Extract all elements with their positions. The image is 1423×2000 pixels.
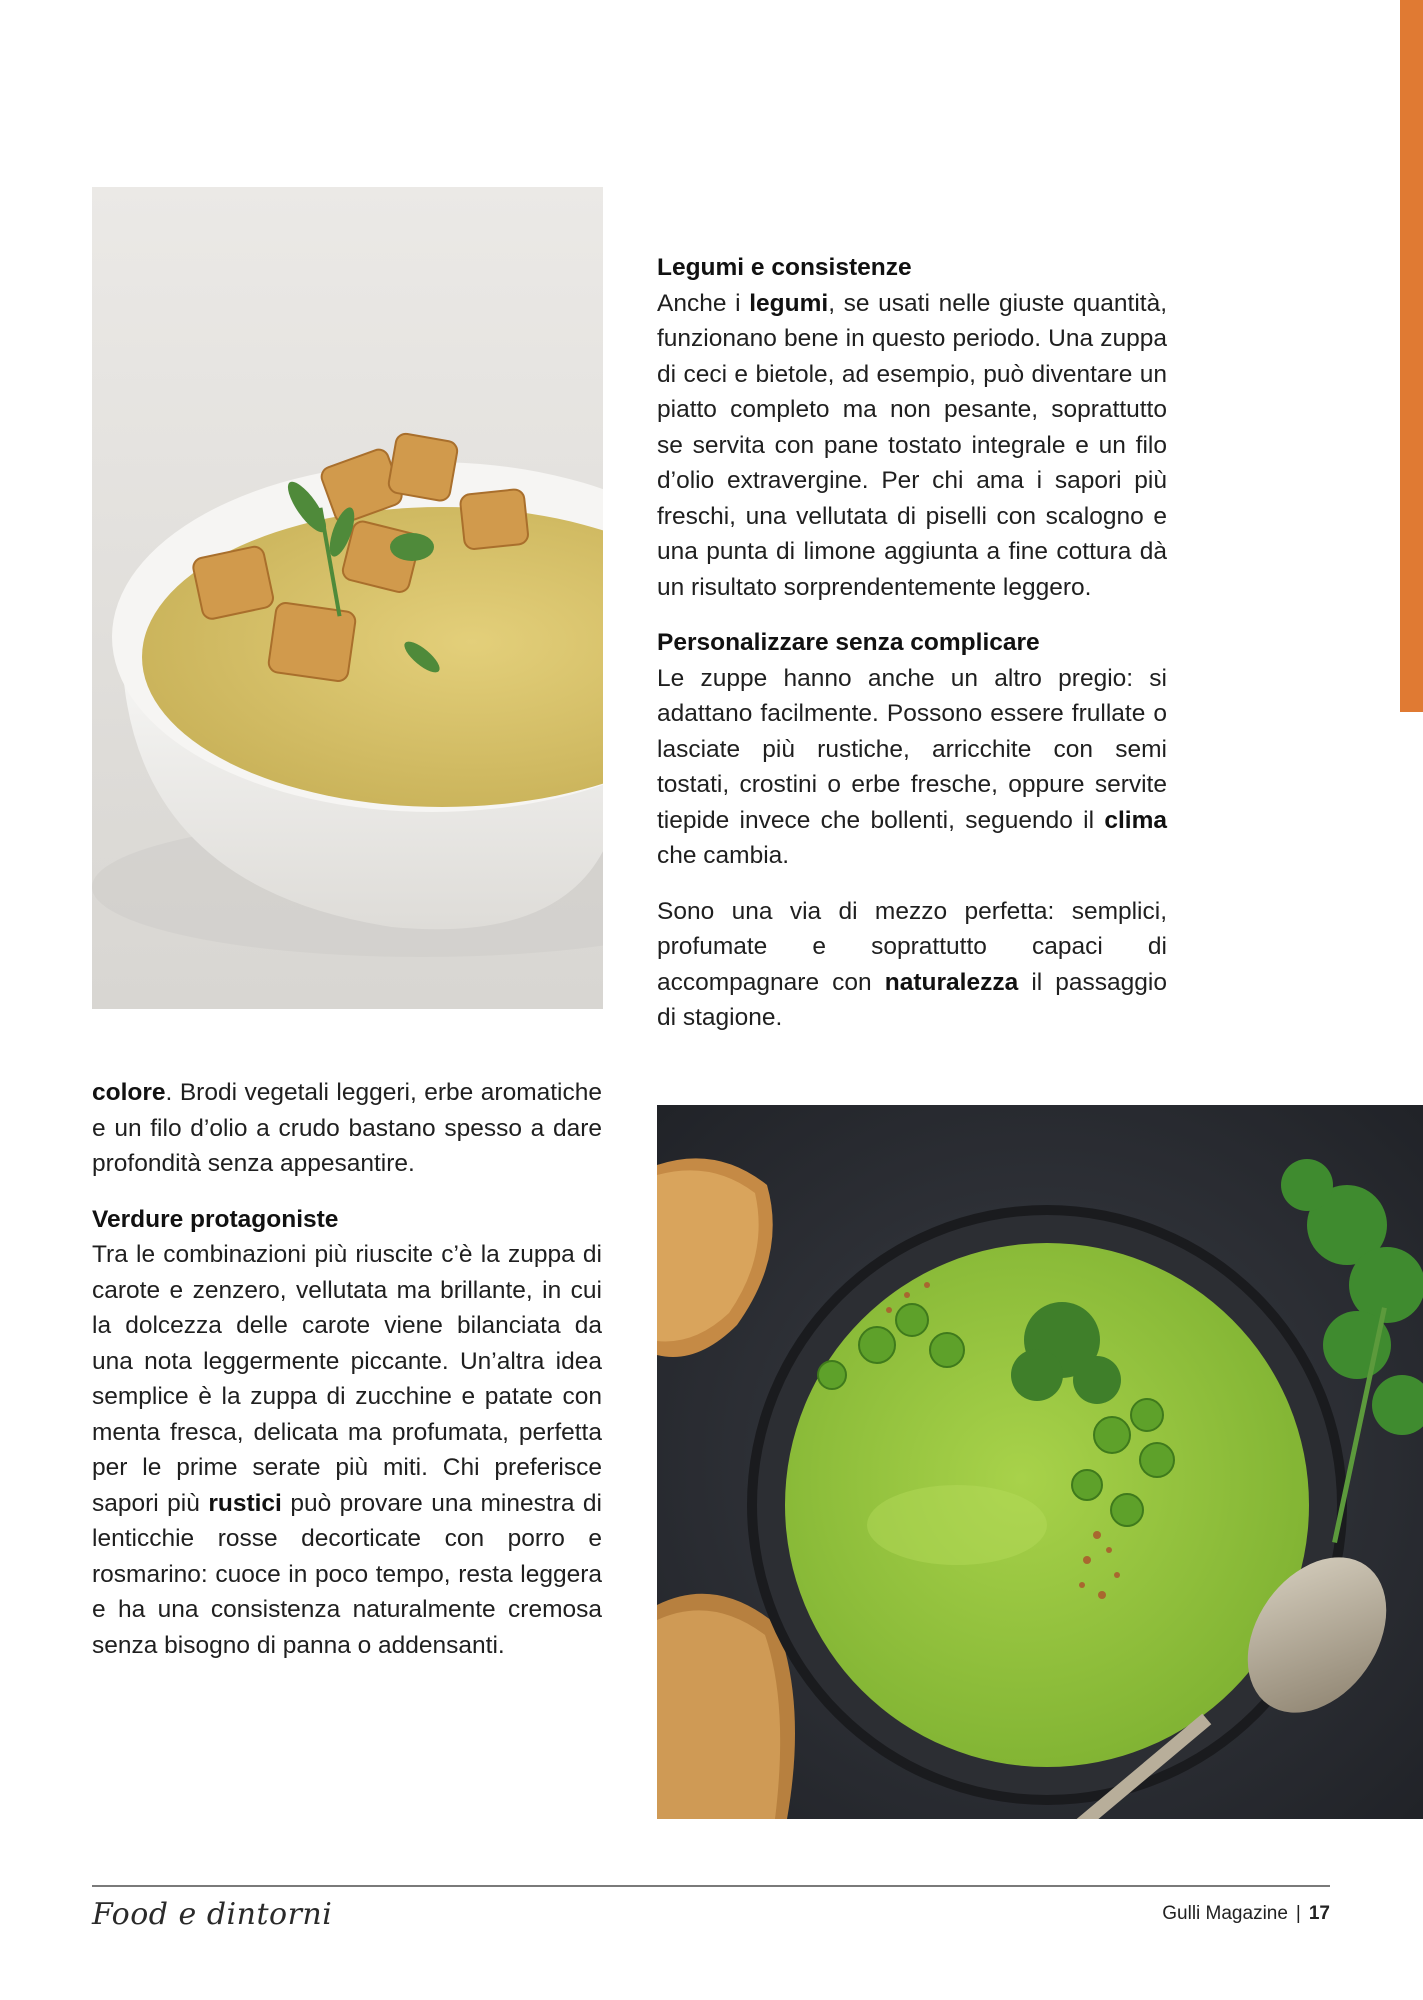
section-accent-tab: [1400, 0, 1423, 712]
bold-keyword-clima: clima: [1104, 806, 1167, 834]
footer-rule: [92, 1885, 1330, 1887]
page-number: 17: [1308, 1903, 1330, 1924]
bold-keyword-rustici: rustici: [208, 1489, 282, 1517]
text-span: , se usati nelle giuste quantità, funzionano bene in questo periodo. Una zuppa di ceci e bietole, ad esempio, può diventare un piatto completo ma non pesante, soprattutto se servita con pane tostato integrale e un filo d’olio extravergine. Per chi ama i sapori più freschi, una vellutata di piselli con scalogno e una punta di limone aggiunta a fine cottura dà un risultato sorprendentemente leggero.: [657, 289, 1167, 601]
bold-keyword-legumi: legumi: [749, 289, 829, 317]
paragraph-personalizzare: [657, 661, 1167, 874]
bold-keyword-naturalezza: naturalezza: [884, 968, 1019, 996]
green-pea-soup-with-spoon-image: [657, 1105, 1423, 1819]
paragraph-via-di-mezzo: [657, 894, 1167, 1036]
text-span: Le zuppe hanno anche un altro pregio: si adattano facilmente. Possono essere frullate o lasciate più rustiche, arricchite con semi tostati, crostini o erbe fresche, oppure servite tiepide invece che bollenti, seguendo il: [657, 664, 1167, 834]
text-span: Anche i: [657, 289, 750, 317]
heading-verdure-protagoniste: Verdure protagoniste: [92, 1205, 339, 1233]
bowl-of-soup-with-croutons-image: [92, 187, 603, 1009]
paragraph-verdure: [92, 1237, 602, 1663]
section-name: Food e dintorni: [92, 1897, 333, 1932]
bold-keyword-colore: colore: [92, 1079, 166, 1106]
footer-separator: |: [1295, 1903, 1301, 1924]
text-span: Sono una via di mezzo perfetta: semplici, profumate e soprattutto capaci di accompagnare con: [657, 897, 1167, 996]
right-text-column: [657, 250, 1167, 1036]
text-span: Tra le combinazioni più riuscite c’è la zuppa di carote e zenzero, vellutata ma brillante, in cui la dolcezza delle carote viene bilanciata da una nota leggermente piccante. Un’altra idea semplice è la zuppa di zucchine e patate con menta fresca, delicata ma profumata, perfetta per le prime serate più miti. Chi preferisce sapori più: [92, 1241, 602, 1517]
text-span: il passaggio di stagione.: [657, 968, 1167, 1031]
paragraph-legumi: [657, 286, 1167, 606]
paragraph-colore: [92, 1075, 602, 1182]
left-text-column: [92, 1075, 602, 1663]
text-span: può provare una minestra di lenticchie rosse decorticate con porro e rosmarino: cuoce in poco tempo, resta leggera e ha una consistenza naturalmente cremosa senza bisogno di panna o addensanti.: [92, 1489, 602, 1659]
text-span: che cambia.: [657, 842, 790, 869]
text-span: . Brodi vegetali leggeri, erbe aromatiche e un filo d’olio a crudo bastano spesso a dare profondità senza appesantire.: [92, 1079, 602, 1177]
page-footer-info: [1162, 1903, 1330, 1925]
heading-legumi-e-consistenze: Legumi e consistenze: [657, 254, 912, 281]
magazine-name: Gulli Magazine: [1162, 1903, 1288, 1924]
heading-personalizzare: Personalizzare senza complicare: [657, 629, 1040, 656]
